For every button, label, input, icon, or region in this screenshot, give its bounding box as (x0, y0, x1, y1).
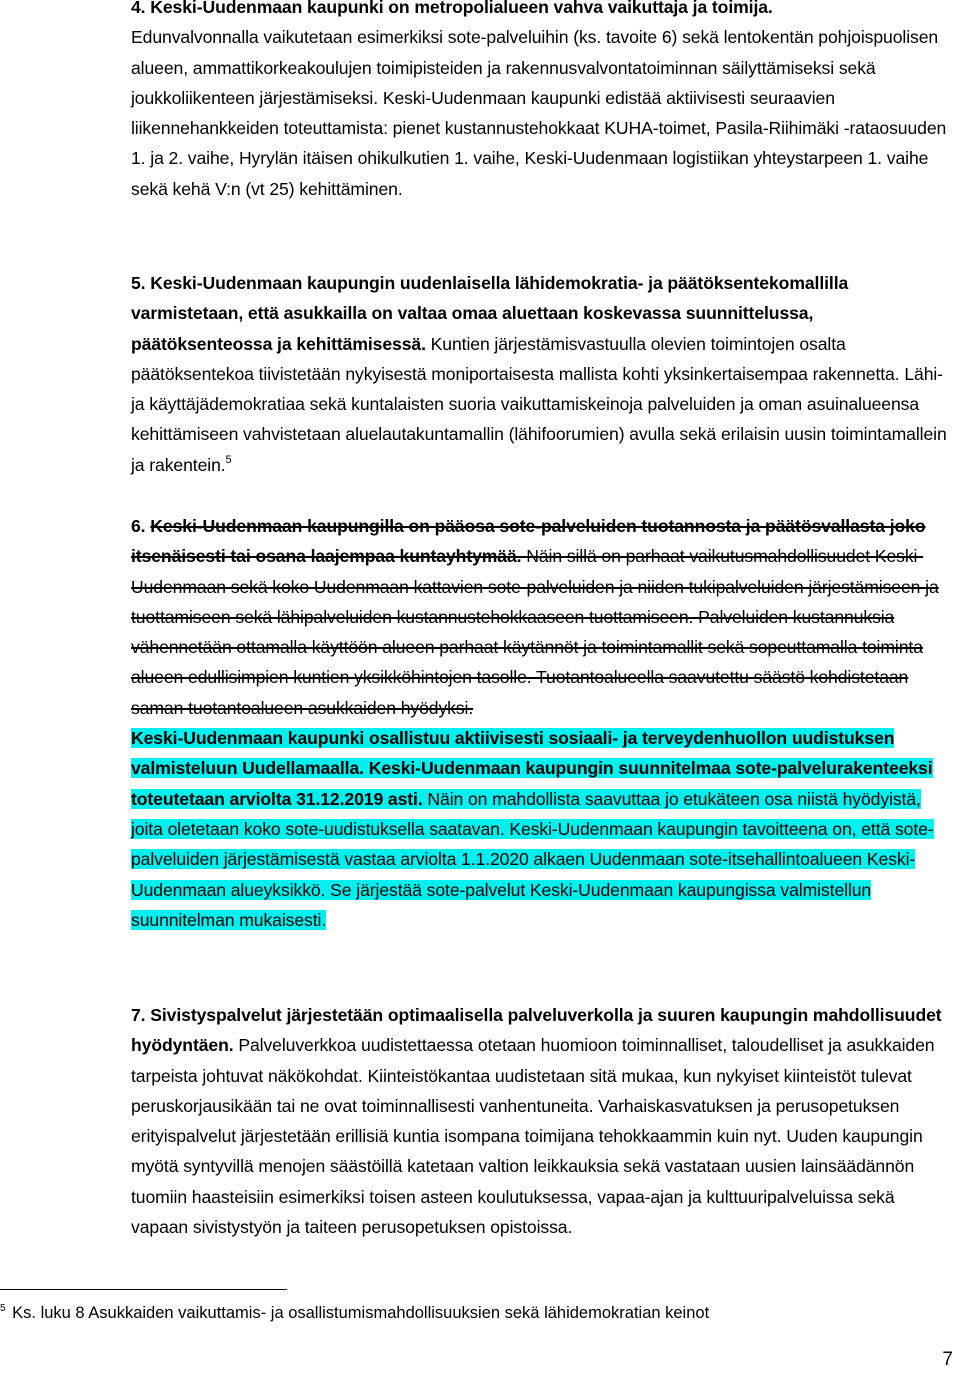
section-6-highlight (131, 728, 934, 930)
section-6-struck-heading: Keski-Uudenmaan kaupungilla on pääosa sote-palveluiden tuotannosta ja päätösvallasta joko itsenäisesti tai osana laajempaa kuntayhtymää. (131, 516, 926, 567)
section-5-body: Kuntien järjestämisvastuulla olevien toimintojen osalta päätöksentekoa tiivistetään nykyisestä moniportaisesta mallista kohti yksinkertaisempaa rakennetta. Lähi- ja käyttäjädemokratiaa sekä kuntalaisten suoria vaikuttamiskeinoja palveluiden ja oman asuinalueensa kehittämiseen vahvistetaan aluelautakuntamallin (lähifoorumien) avulla sekä erilaisin uusin toimintamallein ja rakentein. (131, 333, 947, 475)
footnote-divider (0, 1289, 287, 1290)
footnote-mark: 5 (0, 1303, 6, 1314)
section-6-highlight-body: Näin on mahdollista saavuttaa jo etukäteen osa niistä hyödyistä, joita oletetaan koko sote-uudistuksella saatavan. Keski-Uudenmaan kaupungin tavoitteena on, että sote-palveluiden järjestämisestä vastaa arviolta 1.1.2020 alkaen Uudenmaan sote-itsehallintoalueen Keski-Uudenmaan alueyksikkö. Se järjestää sote-palvelut Keski-Uudenmaan kaupungissa valmistellun suunnitelman mukaisesti. (131, 788, 934, 930)
page-number: 7 (942, 1349, 953, 1370)
section-4-heading: 4. Keski-Uudenmaan kaupunki on metropolialueen vahva vaikuttaja ja toimija. (131, 0, 773, 17)
footnote-text: Ks. luku 8 Asukkaiden vaikuttamis- ja osallistumismahdollisuuksien sekä lähidemokratian keinot (12, 1304, 710, 1322)
footnote (0, 1301, 950, 1325)
section-4-body: Edunvalvonnalla vaikutetaan esimerkiksi sote-palveluihin (ks. tavoite 6) sekä lentokentän pohjoispuolisen alueen, ammattikorkeakoulujen toimipisteiden ja rakennusvalvontatoiminnan säilyttämiseksi sekä joukkoliikenteen järjestämiseksi. Keski-Uudenmaan kaupunki edistää aktiivisesti seuraavien liikennehankkeiden toteuttamista: pienet kustannustehokkaat KUHA-toimet, Pasila-Riihimäki -rataosuuden 1. ja 2. vaihe, Hyrylän itäisen ohikulkutien 1. vaihe, Keski-Uudenmaan logistiikan yhteystarpeen 1. vaihe sekä kehä V:n (vt 25) kehittäminen. (131, 27, 947, 199)
section-5-heading: 5. Keski-Uudenmaan kaupungin uudenlaisella lähidemokratia- ja päätöksentekomallilla varmistetaan, että asukkailla on valtaa omaa aluettaan koskevassa suunnittelussa, päätöksenteossa ja kehittämisessä. (131, 273, 849, 354)
section-6-number: 6. (131, 516, 146, 536)
section-6-struck-body: Näin sillä on parhaat vaikutusmahdollisuudet Keski-Uudenmaan sekä koko Uudenmaan kattavien sote-palveluiden ja niiden tukipalveluiden järjestämiseen ja tuottamiseen sekä lähipalveluiden kustannustehokkaaseen tuottamiseen. Palveluiden kustannuksia vähennetään ottamalla käyttöön alueen parhaat käytännöt ja toimintamallit sekä sopeuttamalla toiminta alueen edullisimpien kuntien yksikköhintojen tasolle. Tuotantoalueella saavutettu säästö kohdistetaan saman tuotantoalueen asukkaiden hyödyksi. (131, 546, 939, 718)
section-7-heading: 7. Sivistyspalvelut järjestetään optimaalisella palveluverkolla ja suuren kaupungin mahdollisuudet hyödyntäen. (131, 1005, 942, 1056)
section-6-highlight-heading: Keski-Uudenmaan kaupunki osallistuu aktiivisesti sosiaali- ja terveydenhuollon uudistuksen valmisteluun Uudellamaalla. Keski-Uudenmaan kaupungin suunnitelmaa sote-palvelurakenteeksi toteutetaan arviolta 31.12.2019 asti. (131, 728, 933, 809)
section-6 (131, 511, 956, 935)
section-5 (131, 268, 956, 480)
section-7-body: Palveluverkkoa uudistettaessa otetaan huomioon toiminnalliset, taloudelliset ja asukkaiden tarpeista johtuvat näkökohdat. Kiinteistökantaa uudistetaan sitä mukaa, kun nykyiset kiinteistöt tulevat peruskorjausikään tai ne ovat toiminnallisesti vanhentuneita. Varhaiskasvatuksen ja perusopetuksen erityispalvelut järjestetään erillisiä kuntia isompana toimijana tehokkaammin kuin nyt. Uuden kaupungin myötä syntyvillä menojen säästöillä katetaan valtion leikkauksia sekä vastataan uusien lainsäädännön tuomiin haasteisiin esimerkiksi toisen asteen koulutuksessa, vapaa-ajan ja kulttuuripalveluissa sekä vapaan sivistystyön ja taiteen perusopetuksen opistoissa. (131, 1035, 935, 1238)
footnote-reference[interactable]: 5 (225, 453, 232, 466)
section-4 (131, 0, 956, 204)
section-7 (131, 1000, 956, 1242)
